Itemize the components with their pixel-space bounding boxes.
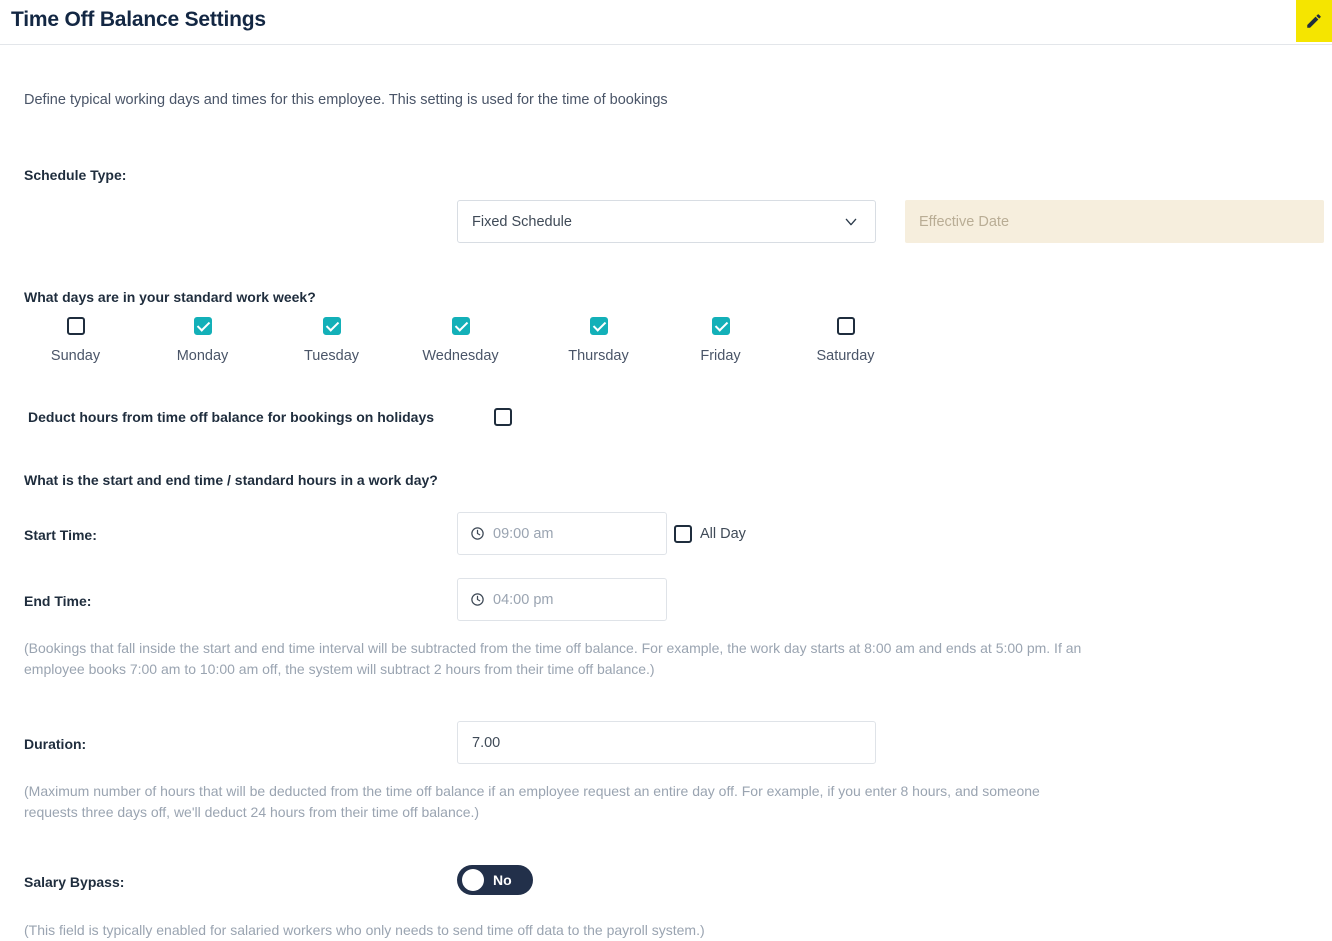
weekday-label-wednesday: Wednesday [422, 348, 499, 364]
weekday-label-friday: Friday [700, 348, 741, 364]
checkbox-wednesday[interactable] [452, 317, 470, 335]
duration-label: Duration: [24, 736, 87, 752]
start-time-label: Start Time: [24, 527, 97, 543]
salary-bypass-note: (This field is typically enabled for salaried workers who only needs to send time off data to the payroll system.) [24, 922, 705, 938]
weekday-tuesday[interactable] [280, 317, 383, 364]
weekday-label-saturday: Saturday [816, 348, 875, 364]
pencil-icon [1305, 12, 1323, 30]
weekday-thursday[interactable] [540, 317, 657, 364]
deduct-holidays-label: Deduct hours from time off balance for bookings on holidays [28, 409, 435, 425]
checkbox-tuesday[interactable] [323, 317, 341, 335]
schedule-type-label: Schedule Type: [24, 167, 127, 183]
checkbox-sunday[interactable] [67, 317, 85, 335]
end-time-value: 04:00 pm [493, 591, 554, 608]
effective-date-input[interactable] [905, 200, 1324, 243]
weekdays-question: What days are in your standard work week? [24, 289, 316, 305]
toggle-state-label: No [493, 872, 512, 888]
time-interval-note: (Bookings that fall inside the start and end time interval will be subtracted from the time off balance. For example, the work day starts at 8:00 am and ends at 5:00 pm. If an employee books 7:00 am to 10:00 am off, the system will subtract 2 hours from their time off balance.) [24, 640, 1082, 677]
weekday-label-monday: Monday [176, 348, 229, 364]
checkbox-thursday[interactable] [590, 317, 608, 335]
checkbox-monday[interactable] [194, 317, 212, 335]
checkbox-all-day[interactable] [674, 525, 692, 543]
weekday-friday[interactable] [669, 317, 772, 364]
start-time-value: 09:00 am [493, 525, 554, 542]
weekday-wednesday[interactable] [397, 317, 524, 364]
toggle-knob [462, 869, 484, 891]
weekday-monday[interactable] [151, 317, 254, 364]
page-header [0, 0, 1332, 45]
clock-icon [470, 592, 485, 607]
duration-note: (Maximum number of hours that will be deducted from the time off balance if an employee request an entire day off. For example, if you enter 8 hours, and someone requests three days off, we'll deduct 24 hours from their time off balance.) [24, 783, 1040, 820]
weekday-sunday[interactable] [24, 317, 127, 364]
checkbox-saturday[interactable] [837, 317, 855, 335]
weekday-label-thursday: Thursday [568, 348, 629, 364]
all-day-label: All Day [700, 526, 746, 542]
checkbox-deduct-holidays[interactable] [494, 408, 512, 426]
checkbox-friday[interactable] [712, 317, 730, 335]
chevron-down-icon [841, 214, 861, 234]
weekday-saturday[interactable] [789, 317, 902, 364]
weekday-label-sunday: Sunday [50, 348, 101, 364]
start-time-input[interactable] [457, 512, 667, 555]
clock-icon [470, 526, 485, 541]
schedule-type-select[interactable] [457, 200, 876, 243]
end-time-label: End Time: [24, 593, 92, 609]
weekday-checkbox-group [24, 317, 924, 367]
schedule-type-value: Fixed Schedule [472, 213, 572, 230]
salary-bypass-label: Salary Bypass: [24, 874, 125, 890]
work-day-time-question: What is the start and end time / standard hours in a work day? [24, 472, 438, 488]
salary-bypass-toggle[interactable] [457, 865, 533, 895]
intro-text: Define typical working days and times for this employee. This setting is used for the time of bookings [24, 92, 668, 108]
end-time-input[interactable] [457, 578, 667, 621]
page-title: Time Off Balance Settings [11, 8, 266, 31]
weekday-label-tuesday: Tuesday [303, 348, 360, 364]
edit-button[interactable] [1296, 0, 1332, 42]
duration-input[interactable] [457, 721, 876, 764]
